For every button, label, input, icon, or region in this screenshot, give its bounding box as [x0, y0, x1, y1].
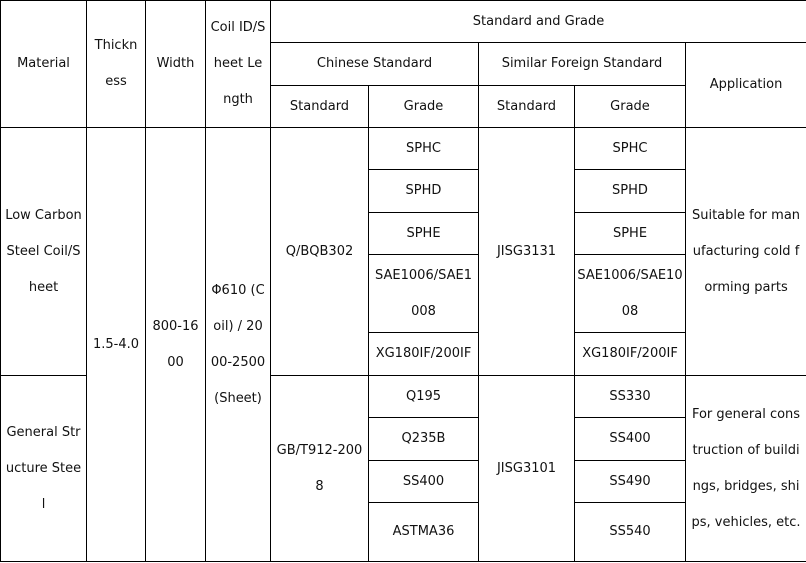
foreign-grade-cell: SS490	[575, 461, 686, 503]
table-row	[1, 128, 806, 170]
cn-grade-cell: Q235B	[369, 418, 479, 461]
header-coil-sheet-length: Coil ID/Sheet Length	[206, 1, 271, 128]
foreign-grade-cell: SPHE	[575, 213, 686, 255]
width-cell: 800-1600	[146, 128, 206, 562]
header-foreign-standard-col: Standard	[479, 86, 575, 128]
header-standard-and-grade: Standard and Grade	[271, 1, 806, 43]
cn-standard-cell: Q/BQB302	[271, 128, 369, 376]
cn-grade-cell: ASTMA36	[369, 503, 479, 562]
header-chinese-standard: Chinese Standard	[271, 43, 479, 86]
coil-sheet-length-cell: Φ610 (Coil) / 2000-2500 (Sheet)	[206, 128, 271, 562]
cn-standard-cell: GB/T912-2008	[271, 376, 369, 562]
cn-grade-cell: SS400	[369, 461, 479, 503]
foreign-grade-cell: SAE1006/SAE1008	[575, 255, 686, 333]
header-foreign-grade: Grade	[575, 86, 686, 128]
foreign-grade-cell: SS540	[575, 503, 686, 562]
cn-grade-cell: SPHD	[369, 170, 479, 213]
cn-grade-cell: Q195	[369, 376, 479, 418]
cn-grade-cell: SPHC	[369, 128, 479, 170]
material-cell: General Structure Steel	[1, 376, 87, 562]
header-row-1	[1, 1, 806, 43]
header-width: Width	[146, 1, 206, 128]
header-cn-standard: Standard	[271, 86, 369, 128]
application-cell: For general construction of buildings, bridges, ships, vehicles, etc.	[686, 376, 806, 562]
foreign-grade-cell: XG180IF/200IF	[575, 333, 686, 376]
cn-grade-cell: XG180IF/200IF	[369, 333, 479, 376]
cn-grade-cell: SAE1006/SAE1008	[369, 255, 479, 333]
application-cell: Suitable for manufacturing cold forming parts	[686, 128, 806, 376]
header-foreign-standard: Similar Foreign Standard	[479, 43, 686, 86]
cn-grade-cell: SPHE	[369, 213, 479, 255]
header-thickness: Thickness	[87, 1, 146, 128]
header-material: Material	[1, 1, 87, 128]
foreign-grade-cell: SPHD	[575, 170, 686, 213]
thickness-cell: 1.5-4.0	[87, 128, 146, 562]
foreign-standard-cell: JISG3101	[479, 376, 575, 562]
foreign-grade-cell: SS400	[575, 418, 686, 461]
foreign-standard-cell: JISG3131	[479, 128, 575, 376]
header-application: Application	[686, 43, 806, 128]
foreign-grade-cell: SPHC	[575, 128, 686, 170]
header-cn-grade: Grade	[369, 86, 479, 128]
foreign-grade-cell: SS330	[575, 376, 686, 418]
material-cell: Low Carbon Steel Coil/Sheet	[1, 128, 87, 376]
